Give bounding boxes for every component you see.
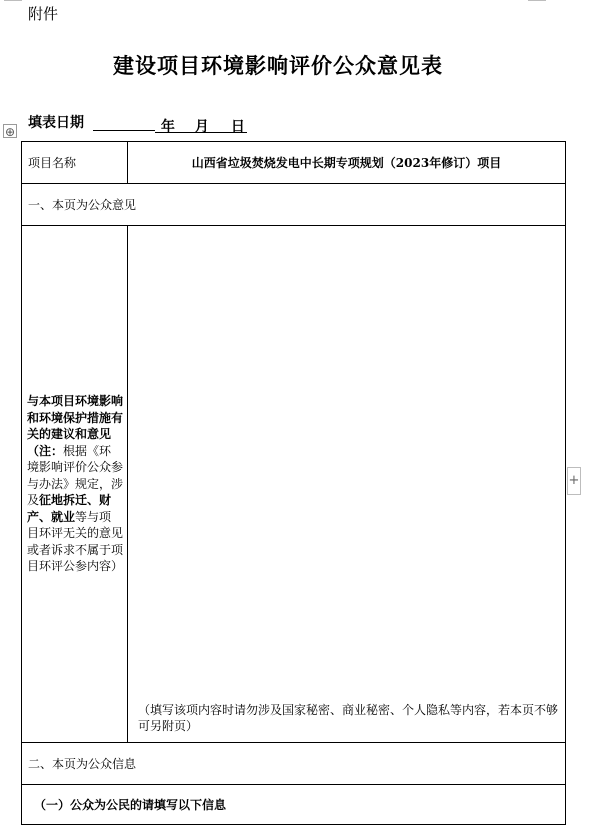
opinion-row: [22, 226, 566, 743]
fill-date-year-unit: 年: [155, 116, 195, 133]
add-column-handle-icon[interactable]: +: [567, 467, 581, 495]
opinion-hint-text: （填写该项内容时请勿涉及国家秘密、商业秘密、个人隐私等内容，若本页不够可另附页）: [138, 703, 559, 733]
page-corner-mark-left: [4, 0, 22, 1]
public-opinion-form-table: [21, 141, 566, 825]
section-one-row: [22, 184, 566, 226]
opinion-note-bold-mid: 征地拆迁、财产、就业: [27, 493, 112, 524]
opinion-field-label: [22, 226, 128, 743]
fill-date-label: 填表日期: [28, 115, 84, 131]
opinion-note-bold-head: 与本项目环境影响和环境保护措施有关的建议和意见（注：: [27, 394, 124, 458]
project-name-value: 山西省垃圾焚烧发电中长期专项规划（2023年修订）项目: [128, 142, 566, 184]
opinion-input-area[interactable]: [128, 226, 566, 743]
citizen-info-row: [22, 785, 566, 825]
fill-date-day-unit: 日: [231, 116, 247, 133]
fill-date-line: [28, 112, 247, 133]
section-two-row: [22, 743, 566, 785]
page-title: 建设项目环境影响评价公众意见表: [113, 53, 443, 78]
citizen-info-subheading: （一）公众为公民的请填写以下信息: [22, 785, 566, 825]
project-name-row: [22, 142, 566, 184]
attachment-label: 附件: [28, 5, 59, 23]
fill-date-month-unit: 月: [195, 116, 231, 133]
table-move-handle-icon[interactable]: ⊕: [4, 125, 16, 139]
project-name-label: 项目名称: [22, 142, 128, 184]
opinion-note-text1: 根据《环境影响评价公众参与办法》规定，涉及: [27, 443, 124, 508]
fill-date-year-blank[interactable]: [93, 114, 155, 131]
opinion-note-text2: 等与项目环评无关的意见或者诉求不属于项目环评公参内容）: [27, 509, 124, 574]
page-corner-mark-right: [528, 0, 546, 1]
section-one-heading: 一、本页为公众意见: [22, 184, 566, 226]
section-two-heading: 二、本页为公众信息: [22, 743, 566, 785]
